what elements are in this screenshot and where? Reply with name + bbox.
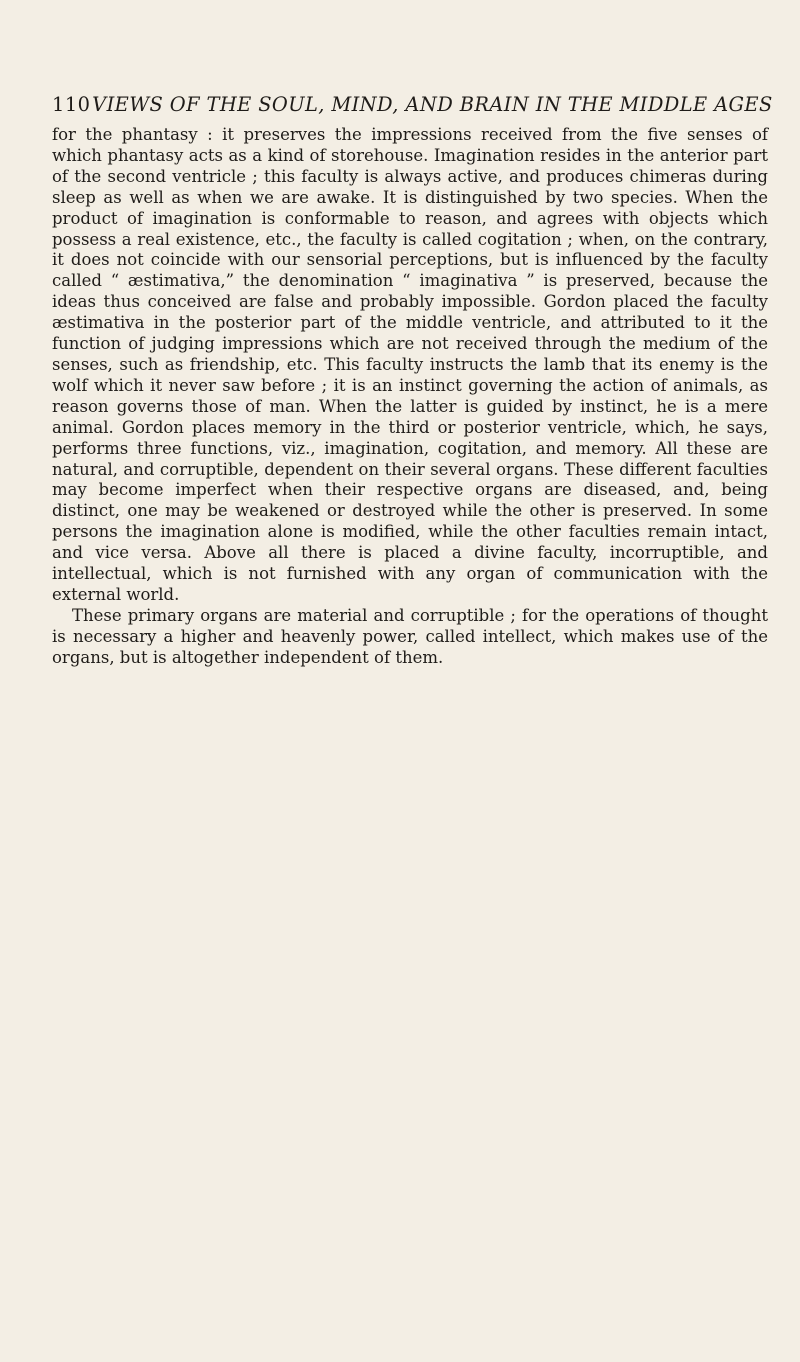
page-header: [52, 93, 773, 117]
paragraph: These primary organs are material and corruptible ; for the operations of thought is necessary a higher and heavenly power, called intellect, which makes use of the organs, but is altogether independent of them.: [52, 605, 768, 667]
page-number: 110: [52, 93, 91, 116]
running-title: VIEWS OF THE SOUL, MIND, AND BRAIN IN THE MIDDLE AGES: [92, 93, 773, 116]
body-text: [52, 125, 768, 669]
paragraph: for the phantasy : it preserves the impressions received from the five senses of which phantasy acts as a kind of storehouse. Imagination resides in the anterior part of the second ventricle ; this faculty is always active, and produces chimeras during sleep as well as when we are awake. It is distinguished by two species. When the product of imagination is conformable to reason, and agrees with objects which possess a real existence, etc., the faculty is called cogitation ; when, on the contrary, it does not coincide with our sensorial perceptions, but is influenced by the faculty called “ æstimativa,” the denomination “ imaginativa ” is preserved, because the ideas thus conceived are false and probably impossible. Gordon placed the faculty æstimativa in the posterior part of the middle ventricle, and attributed to it the function of judging impressions which are not received through the medium of the senses, such as friendship, etc. This faculty instructs the lamb that its enemy is the wolf which it never saw before ; it is an instinct governing the action of animals, as reason governs those of man. When the latter is guided by instinct, he is a mere animal. Gordon places memory in the third or posterior ventricle, which, he says, performs three functions, viz., imagination, cogitation, and memory. All these are natural, and corruptible, dependent on their several organs. These different faculties may become imperfect when their respective organs are diseased, and, being distinct, one may be weakened or destroyed while the other is preserved. In some persons the imagination alone is modified, while the other faculties remain intact, and vice versa. Above all there is placed a divine faculty, incorruptible, and intellectual, which is not furnished with any organ of communication with the external world.: [52, 125, 768, 604]
